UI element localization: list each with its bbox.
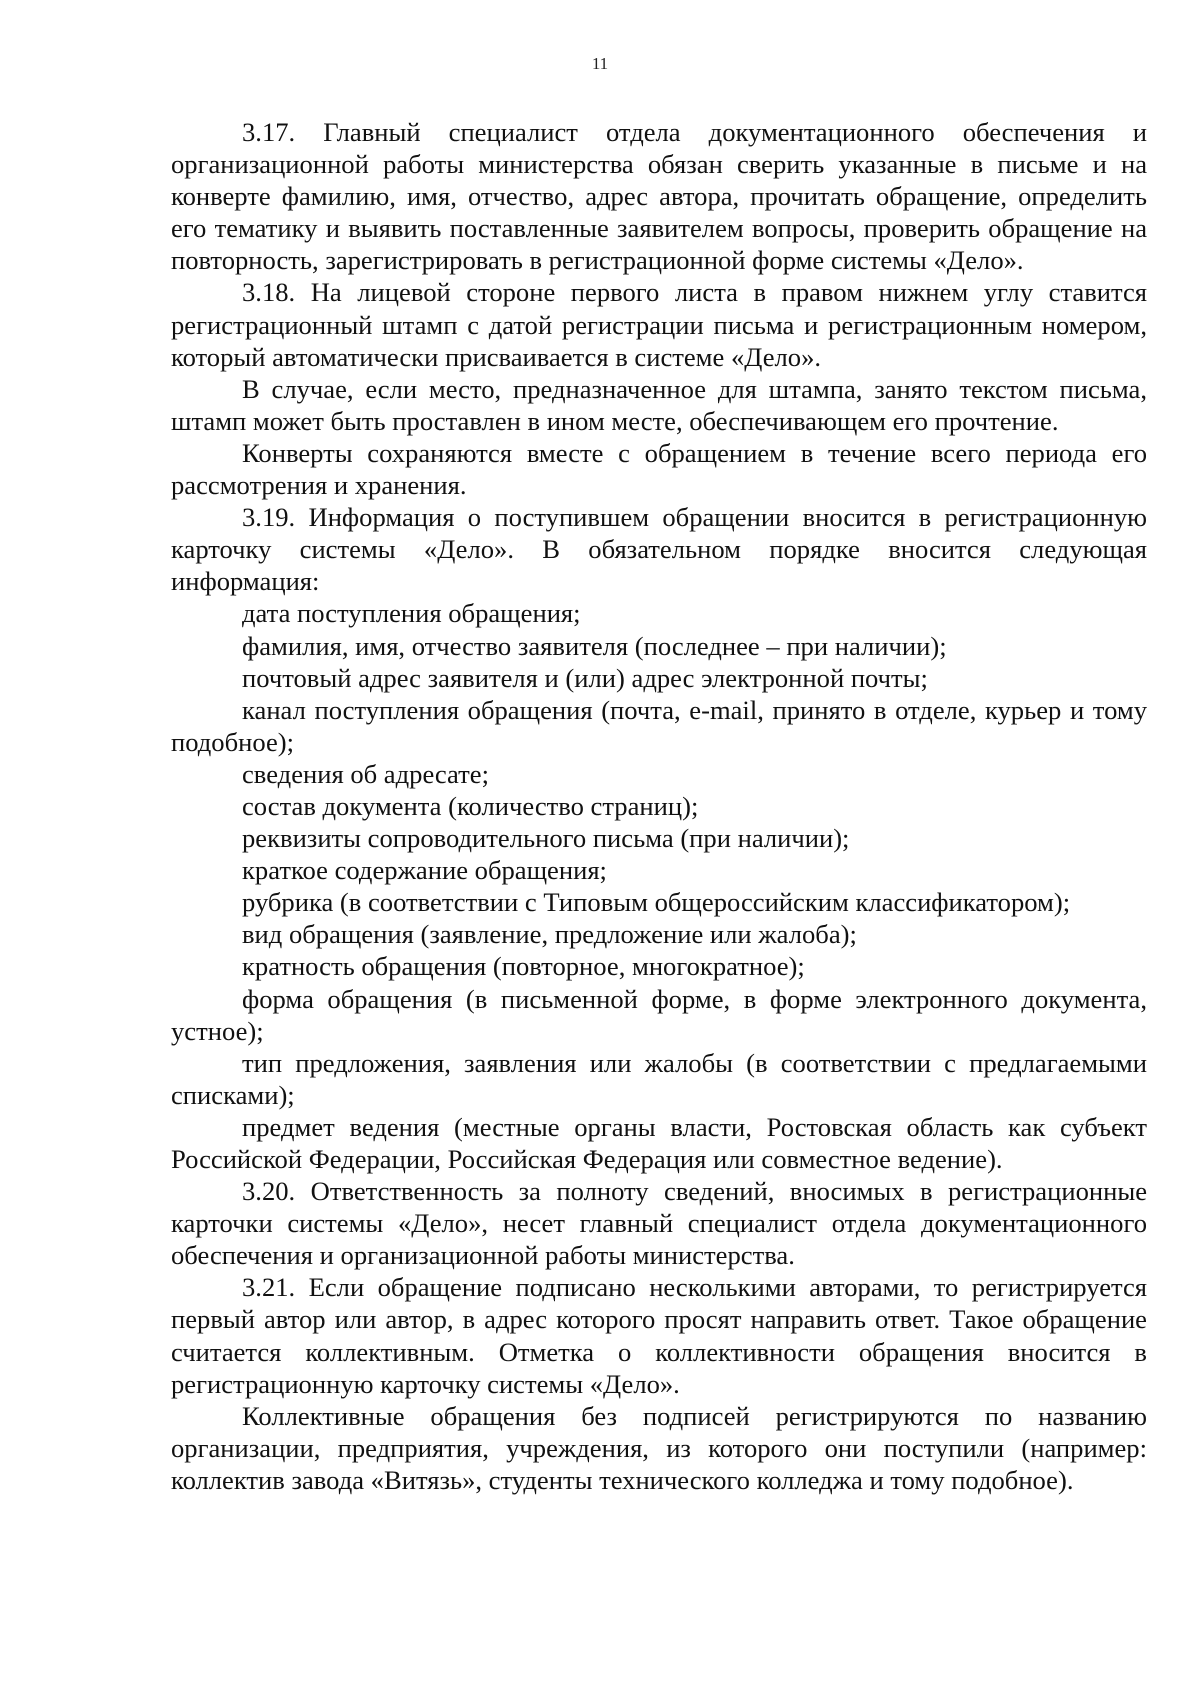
- list-item-receipt-channel: канал поступления обращения (почта, e-mail, принято в отделе, курьер и тому подобное);: [171, 694, 1147, 757]
- list-item-document-composition: состав документа (количество страниц);: [242, 790, 699, 821]
- paragraph-3-19: 3.19. Информация о поступившем обращении вносится в регистрационную карточку системы «Дело». В обязательном порядке вносится следующая информация:: [171, 502, 1147, 597]
- list-item-summary: краткое содержание обращения;: [242, 855, 607, 886]
- list-item-receipt-date: дата поступления обращения;: [242, 598, 581, 629]
- paragraph-3-17: 3.17. Главный специалист отдела документационного обеспечения и организационной работы министерства обязан сверить указанные в письме и на конверте фамилию, имя, отчество, адрес автора, прочитать обращение, определить его тематику и выявить поставленные заявителем вопросы, проверить обращение на повторность, зарегистрировать в регистрационной форме системы «Дело».: [171, 117, 1147, 276]
- page-number: 11: [591, 54, 609, 73]
- list-item-jurisdiction: предмет ведения (местные органы власти, Ростовская область как субъект Российской Федерации, Российская Федерация или совместное ведение).: [171, 1111, 1147, 1174]
- paragraph-stamp-placement: В случае, если место, предназначенное для штампа, занято текстом письма, штамп может быть проставлен в ином месте, обеспечивающем его прочтение.: [171, 373, 1147, 436]
- paragraph-3-18: 3.18. На лицевой стороне первого листа в правом нижнем углу ставится регистрационный штамп с датой регистрации письма и регистрационным номером, который автоматически присваивается в системе «Дело».: [171, 277, 1147, 372]
- list-item-appeal-type: вид обращения (заявление, предложение или жалоба);: [242, 919, 857, 950]
- list-item-proposal-type: тип предложения, заявления или жалобы (в соответствии с предлагаемыми списками);: [171, 1047, 1147, 1110]
- paragraph-collective-appeals: Коллективные обращения без подписей регистрируются по названию организации, предприятия, учреждения, из которого они поступили (например: коллектив завода «Витязь», студенты технического колледжа и тому подобное).: [171, 1400, 1147, 1495]
- list-item-appeal-form: форма обращения (в письменной форме, в форме электронного документа, устное);: [171, 983, 1147, 1046]
- list-item-applicant-name: фамилия, имя, отчество заявителя (последнее – при наличии);: [242, 630, 947, 661]
- paragraph-3-21: 3.21. Если обращение подписано несколькими авторами, то регистрируется первый автор или автор, в адрес которого просят направить ответ. Такое обращение считается коллективным. Отметка о коллективности обращения вносится в регистрационную карточку системы «Дело».: [171, 1272, 1147, 1399]
- list-item-cover-letter-details: реквизиты сопроводительного письма (при наличии);: [242, 823, 850, 854]
- list-item-rubric: рубрика (в соответствии с Типовым общероссийским классификатором);: [242, 887, 1071, 918]
- list-item-addressee: сведения об адресате;: [242, 758, 489, 789]
- paragraph-3-20: 3.20. Ответственность за полноту сведений, вносимых в регистрационные карточки системы «Дело», несет главный специалист отдела документационного обеспечения и организационной работы министерства.: [171, 1176, 1147, 1271]
- list-item-multiplicity: кратность обращения (повторное, многократное);: [242, 951, 805, 982]
- document-body: [171, 116, 1147, 1496]
- paragraph-envelopes: Конверты сохраняются вместе с обращением в течение всего периода его рассмотрения и хранения.: [171, 437, 1147, 501]
- list-item-applicant-address: почтовый адрес заявителя и (или) адрес электронной почты;: [242, 662, 928, 693]
